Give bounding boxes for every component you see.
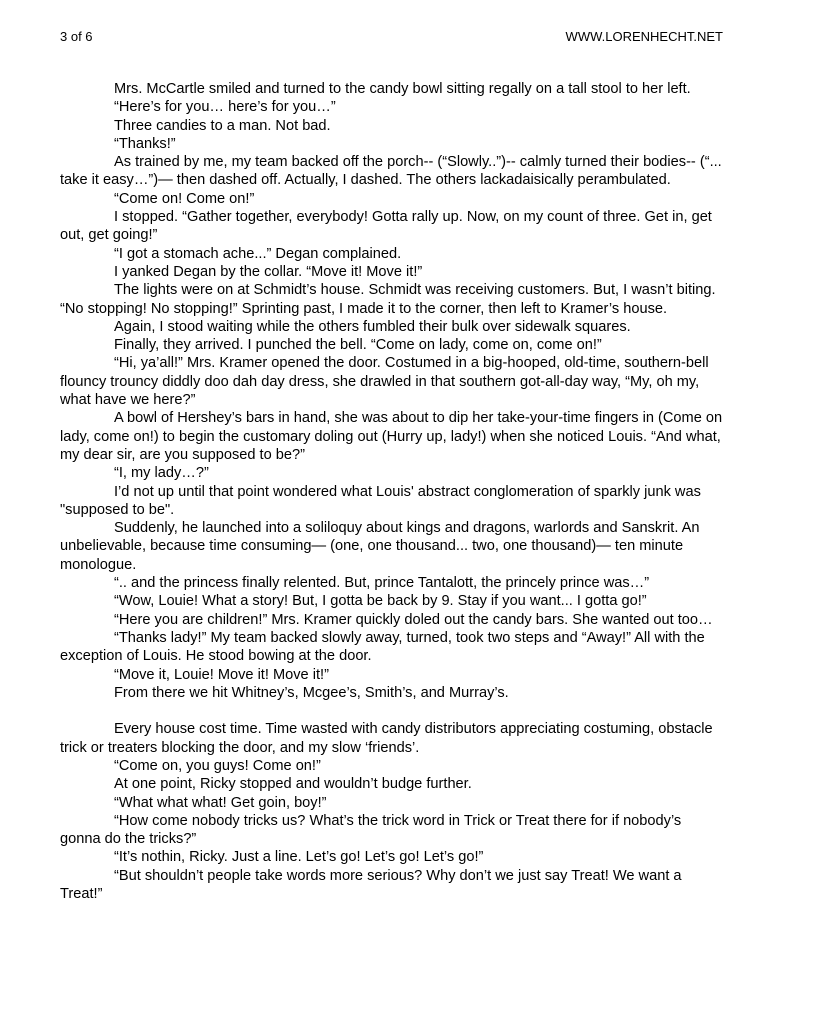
paragraph: “Here’s for you… here’s for you…” [114, 99, 336, 116]
paragraph: Finally, they arrived. I punched the bell. “Come on lady, come on, come on!” [114, 337, 602, 354]
paragraph: “I got a stomach ache...” Degan complained. [114, 245, 402, 262]
paragraph: Suddenly, he launched into a soliloquy about kings and dragons, warlords and Sanskrit. An unbelievable, because time consuming— (one, one thousand... two, one thousand)— ten minute monologue. [60, 520, 700, 573]
document-body [60, 80, 723, 903]
paragraph: Three candies to a man. Not bad. [114, 117, 331, 134]
paragraph: I’d not up until that point wondered what Louis' abstract conglomeration of sparkly junk was "supposed to be". [60, 483, 701, 518]
paragraph: As trained by me, my team backed off the porch-- (“Slowly..”)-- calmly turned their bodies-- (“... take it easy…”)— then dashed off. Actually, I dashed. The others lackadaisically perambulated. [60, 154, 722, 189]
paragraph: “What what what! Get goin, boy!” [114, 794, 327, 811]
paragraph: “Thanks!” [114, 135, 176, 152]
paragraph: I stopped. “Gather together, everybody! Gotta rally up. Now, on my count of three. Get in, get out, get going!” [60, 209, 712, 244]
paragraph: “But shouldn’t people take words more serious? Why don’t we just say Treat! We want a Treat!” [60, 867, 682, 903]
paragraph: “Come on! Come on!” [114, 190, 255, 207]
paragraph: “.. and the princess finally relented. But, prince Tantalott, the princely prince was…” [114, 575, 650, 592]
page-number: 3 of 6 [60, 29, 93, 44]
paragraph: “Move it, Louie! Move it! Move it!” [114, 666, 329, 683]
paragraph: “Thanks lady!” My team backed slowly away, turned, took two steps and “Away!” All with the exception of Louis. He stood bowing at the door. [60, 629, 705, 665]
paragraph: “I, my lady…?” [114, 465, 209, 482]
paragraph: “How come nobody tricks us? What’s the trick word in Trick or Treat there for if nobody’s gonna do the tricks?” [60, 812, 682, 848]
paragraph: Every house cost time. Time wasted with candy distributors appreciating costuming, obstacle trick or treaters blocking the door, and my slow ‘friends’. [60, 721, 713, 756]
paragraph: Mrs. McCartle smiled and turned to the candy bowl sitting regally on a tall stool to her left. [114, 81, 691, 97]
paragraph: “It’s nothin, Ricky. Just a line. Let’s go! Let’s go! Let’s go!” [114, 849, 484, 866]
paragraph: The lights were on at Schmidt’s house. Schmidt was receiving customers. But, I wasn’t biting. “No stopping! No stopping!” Sprinting past, I made it to the corner, then left to Kramer’s house. [60, 282, 716, 317]
paragraph: “Here you are children!” Mrs. Kramer quickly doled out the candy bars. She wanted out too… [114, 611, 713, 628]
paragraph: “Wow, Louie! What a story! But, I gotta be back by 9. Stay if you want... I gotta go!” [114, 593, 647, 610]
paragraph: Again, I stood waiting while the others fumbled their bulk over sidewalk squares. [114, 318, 631, 335]
paragraph: I yanked Degan by the collar. “Move it! Move it!” [114, 263, 423, 280]
paragraph: “Hi, ya’all!” Mrs. Kramer opened the door. Costumed in a big-hooped, old-time, southern-bell flouncy trouncy diddly doo dah day dress, she drawled in that southern got-all-day way, “My, oh my, what have we here?” [60, 355, 709, 409]
paragraph: At one point, Ricky stopped and wouldn’t budge further. [114, 776, 472, 793]
paragraph: “Come on, you guys! Come on!” [114, 757, 321, 774]
website-url: WWW.LORENHECHT.NET [565, 29, 723, 44]
paragraph: A bowl of Hershey’s bars in hand, she was about to dip her take-your-time fingers in (Come on lady, come on!) to begin the customary doling out (Hurry up, lady!) when she noticed Louis. “And what, my dear sir, are you supposed to be?” [60, 410, 723, 463]
page-header [60, 29, 723, 44]
paragraph: From there we hit Whitney’s, Mcgee’s, Smith’s, and Murray’s. [114, 684, 509, 701]
